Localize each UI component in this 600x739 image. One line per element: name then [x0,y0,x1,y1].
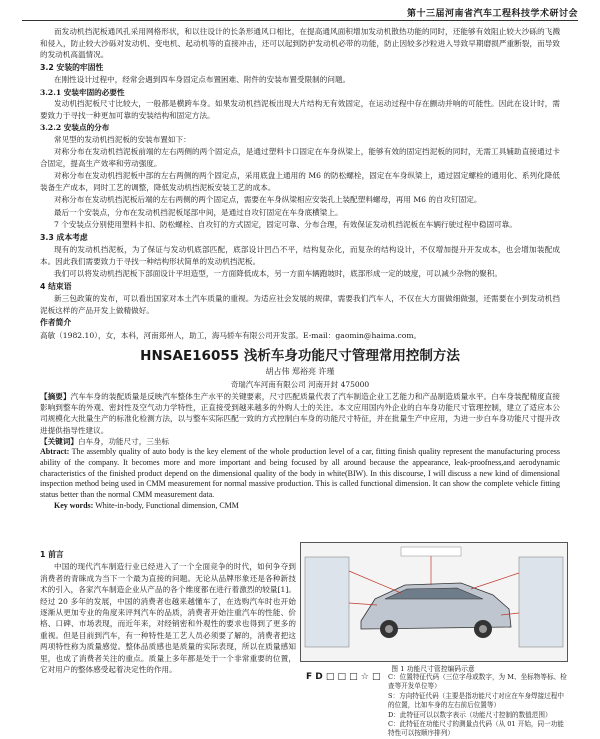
code-note: C：位置特征代码（三位字母或数字，为 M、坐标物等标、检查等开发单位等） [388,673,567,691]
keywords-en [40,501,560,512]
car-diagram-icon [301,543,567,661]
code-notes [388,673,568,739]
paragraph: 常见型的发动机挡泥板的安装布置如下： [54,134,191,144]
article-title: HNSAE16055 浅析车身功能尺寸管理常用控制方法 [140,348,460,364]
keywords-en-text: White-in-body, Functional dimension, CMM [95,501,239,510]
paragraph: 对称分布在发动机挡泥板后端的左右两侧的两个固定点，需要在车身纵梁相应安装孔上装配塑料螺母，再用 M6 的自攻钉固定。 [54,195,482,204]
keywords-cn-text: 白车身，功能尺寸，三坐标 [77,436,170,446]
keywords-cn-label: 【关键词】 [40,436,78,446]
subsection-heading: 3.2.1 安装牢固的必要性 [40,87,125,97]
section-heading: 3.3 成本考虑 [40,232,88,242]
keywords-cn [40,436,560,447]
abstract-en-text: The assembly quality of auto body is the key element of the whole production level of a car, fitting finish quality represent the manufacturing process ability of the company. It becomes more and more important and being focused by all around because the appearance, leak-proofness,and aerodynamic characteristics of the finished product depend on the dimensional quality of the body in white(BIW). In this discourse, I will discuss a new kind of dimensional inspection method being used in CMM measurement for normal massive production. This is called functional dimension. It can show the complete vehicle fitting status better than the normal CMM measurement data. [40,447,560,500]
article-affiliation: 奇瑞汽车河南有限公司 河南开封 475000 [230,380,370,389]
article-authors: 胡占伟 郑裕亮 许瑾 [265,367,335,376]
code-note: C：此特征在功能尺寸的测量点代码（从 01 开始，同一功能特性可以按顺序排列） [388,720,564,738]
author-intro-heading: 作者简介 [40,318,72,327]
figure-caption: 图 1 功能尺寸管控编码示意 [391,665,475,673]
paragraph: 最后一个安装点，分布在发动机挡泥板尾部中间，是通过自攻钉固定在车身底横梁上。 [54,207,343,217]
abstract-en-label: Abtract: [40,447,70,457]
section-heading: 4 结束语 [40,281,72,291]
running-title: 第十三届河南省汽车工程科技学术研讨会 [406,9,578,19]
paragraph: 而发动机挡泥板通风孔采用网格形状，和以往设计的长条形通风口相比，在提高通风面积增加发动机散热功能的同时，还能够有效阻止较大沙砾的飞溅和侵入，防止较大沙砾对发动机、变电机、起动机等的直接冲击，还可以起到防护发动机必带的功能，防止因较多沙粒进入导致早期磨损严重断裂，而导致的发动机高温情况。 [40,27,560,59]
paragraph: 新三包政策的发布，可以看出国家对本土汽车质量的重视。为适应社会发展的规律，需要我们汽车人，不仅在大方面做细做强，还需要在小到发动机挡泥板这样的产品开发上做精做好。 [40,294,560,315]
code-letters: F D □ □ □ ☆ □ [306,672,381,682]
paragraph: 在刚性设计过程中，经常会遇到四车身固定点布置困难、附件的安装布置受限制的问题。 [54,75,351,84]
code-note: S：方向特征代码（主要是指功能尺寸对应在车身焊接过程中的位置，比如车身的左右前后位置等） [388,691,564,710]
code-note: D：此特征可以以数字表示（功能尺寸控制的数值范围） [388,710,552,719]
previous-article-body [40,26,560,342]
abstract-cn [40,391,560,436]
paragraph: 现有的发动机挡泥板，为了保证与发动机底部匹配，底部设计凹凸不平，结构复杂化，而复杂的结构设计，不仅增加提升开发成本，也会增加装配成本。因此我们需要致力于寻找一种结构形状简单的发动机挡泥板。 [40,245,560,266]
abstract-block [40,391,560,512]
paragraph: 对称分布在发动机挡泥板中部的左右两侧的两个固定点，采用底盘上通用的 M6 的防松螺栓，固定在车身纵梁上，通过固定螺栓的通用化、系列化降低装备生产成本，同时工艺的调整，降低发动机挡泥板安装工艺的成本。 [40,171,560,192]
keywords-en-label: Key words: [54,501,94,510]
paragraph: 我们可以将发动机挡泥板下部面设计平坦造型，一方面降低成本，另一方面车辆跑坡时，底部形成一定的坡度，可以减少杂物的聚积。 [54,269,503,278]
paragraph: 7 个安装点分别使用塑料卡扣、防松螺栓、自攻钉的方式固定，固定可靠、分布合理，有效保证发动机挡泥板在车辆行驶过程中稳固可靠。 [54,220,517,229]
section-heading: 1 前言 [40,550,64,559]
abstract-en [40,447,560,501]
paragraph: 对称分布在发动机挡泥板前端的左右两侧的两个固定点，是通过塑料卡口固定在车身纵梁上，能够有效的固定挡泥板的同时，无需工具辅助直接通过卡合固定，提高生产效率和劳动强度。 [40,147,560,168]
header-rule [22,20,578,21]
author-intro: 高敏（1982.10），女，本科，河南郑州人，助工，海马轿车有限公司开发部。E-mail：gaomin@haima.com。 [40,330,422,340]
introduction-column [40,548,296,675]
abstract-cn-label: 【摘要】 [40,392,71,401]
paragraph: 发动机挡泥板尺寸比较大，一般都是横跨车身。如果发动机挡泥板出现大片结构无有效固定，在运动过程中存在颤动并响的可能性。因此在设计时，需要致力于寻找一种更加可靠的安装结构和固定方法。 [40,99,560,120]
abstract-cn-text: 汽车车身的装配质量是反映汽车整体生产水平的关键要素，尺寸匹配质量代表了汽车制造企业工艺能力和产品制造质量水平。白车身装配精度直接影响到整车的外观、密封性及空气动力学特性，正直接受到越来越多的外购人士的关注。本文应用国内外企业的白车身功能尺寸管理控制，建立了适应本公司规模化大批量生产的标准化检测方法，以与整车实际匹配一致的方式控制白车身的功能尺寸特征，并在批量生产中应用，为进一步白车身功能尺寸提升改进提供指导性建议。 [40,392,560,435]
subsection-heading: 3.2.2 安装点的分布 [40,123,110,132]
code-explanation [300,672,570,738]
paragraph: 中国的现代汽车制造行业已经进入了一个全面竞争的时代，如何争夺到消费者的青睐成为当下一个最为直接的问题。无论从品牌形象还是各种新技术的引入，各家汽车制造企业从产品的各个维度都在进行着激烈的较量[1]。经过 20 多年的发展，中国的消费者也越来越懂车了，在选购汽车时也开始逐渐从更加专业的角度来评判汽车的品质，消费者开始注重汽车的性能、价格、口碑、市场表现，而近年来，对经销密和外观性的要求也得到了更多的重视。但是目前到汽车，有一种特性是工艺人员必须要了解的，消费者把这两项特性称为质量感觉。整体品质感也是质量的实际表现，所以在质量感知里，也成了消费者关注的重点。质量上多年都是处于一个非常重要的位置，它对用户的整体感受起着决定性的作用。 [40,562,296,675]
section-heading: 3.2 安装的牢固性 [40,62,104,72]
figure-car-image [300,542,568,662]
